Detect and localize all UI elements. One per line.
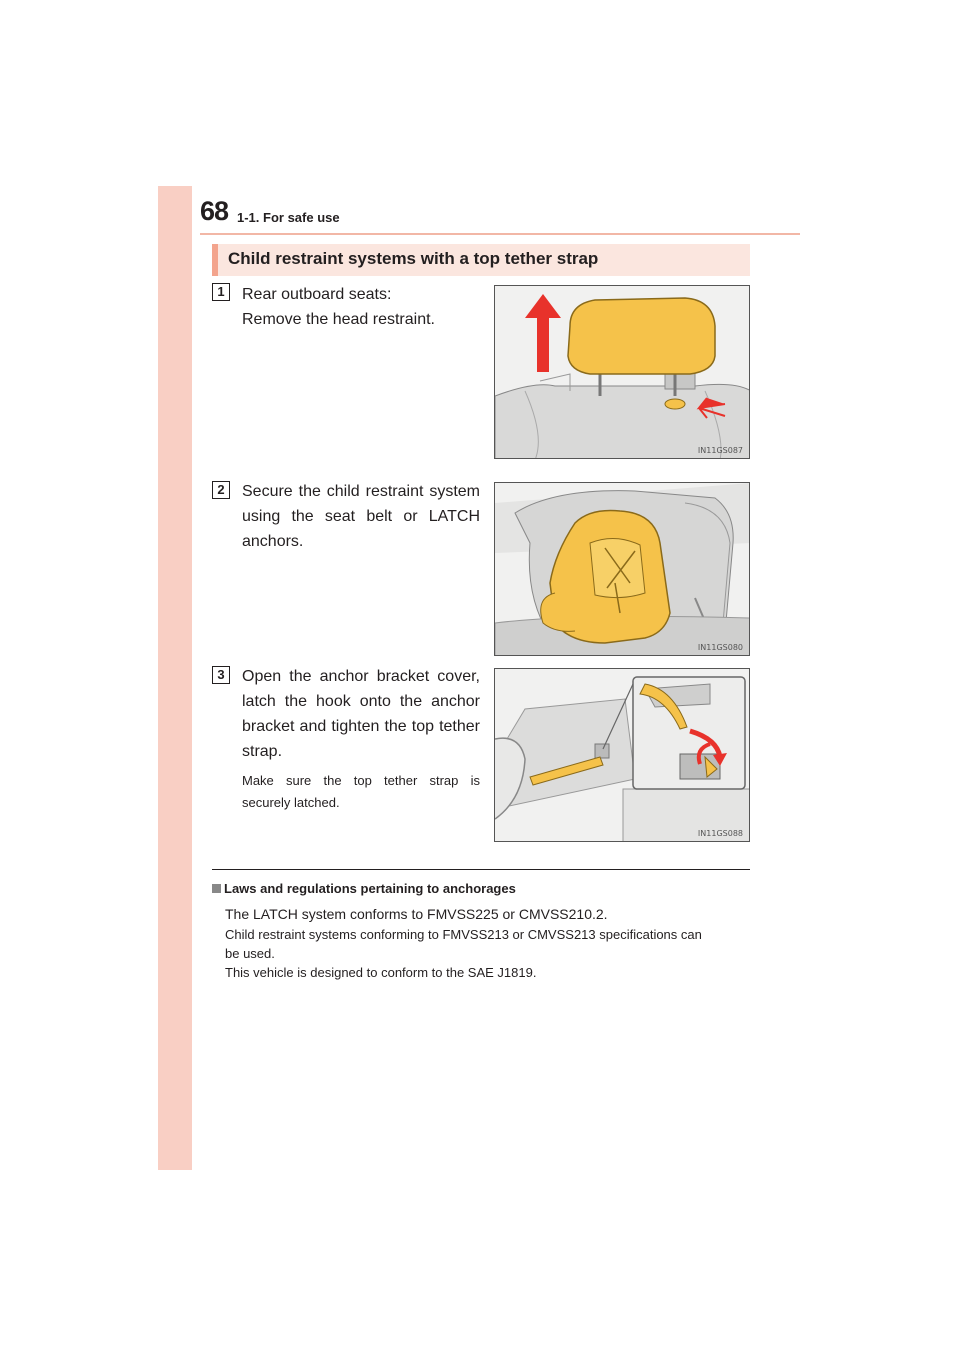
notes-heading-text: Laws and regulations pertaining to anchorages [224,881,516,896]
side-band [158,186,192,1170]
section-title: Child restraint systems with a top tether strap [228,249,599,268]
anchor-bracket-illustration [495,669,750,842]
page-number: 68 [200,196,229,226]
step-3-line: latch the hook onto the anchor [242,693,480,710]
figure-code: IN11GS080 [697,643,743,652]
step-3-line: strap. [242,743,283,760]
step-2-line: using the seat belt or LATCH [242,508,480,525]
step-2-text [242,479,480,554]
head-restraint-illustration [495,286,750,459]
step-3-badge: 3 [212,666,230,684]
step-3-note-line: Make sure the top tether strap is [242,773,480,788]
square-bullet-icon [212,884,221,893]
step-1-line: Remove the head restraint. [242,311,435,328]
step-2-badge: 2 [212,481,230,499]
figure-anchor-bracket [494,668,750,842]
step-1-line: Rear outboard seats: [242,286,392,303]
step-3-note-line: securely latched. [242,795,340,810]
section-title-bar [212,244,750,276]
child-seat-illustration [495,483,750,656]
figure-head-restraint [494,285,750,459]
step-3-text [242,664,480,764]
section-label: 1-1. For safe use [237,210,340,225]
step-3-line: Open the anchor bracket cover, [242,668,480,685]
header-rule [200,233,800,235]
figure-code: IN11GS087 [697,446,743,455]
step-2-line: anchors. [242,533,304,550]
figure-code: IN11GS088 [697,829,743,838]
step-1-text [242,282,480,332]
step-2-line: Secure the child restraint system [242,483,480,500]
step-3-line: bracket and tighten the top tether [242,718,480,735]
note-line: be used. [225,946,275,961]
note-line: Child restraint systems conforming to FMVSS213 or CMVSS213 specifications can [225,927,702,942]
note-line: This vehicle is designed to conform to the SAE J1819. [225,965,537,980]
step-3-note [242,770,480,814]
note-line: The LATCH system conforms to FMVSS225 or CMVSS210.2. [225,906,608,922]
notes-rule [212,869,750,870]
figure-child-seat [494,482,750,656]
notes-heading [212,881,516,896]
step-1-badge: 1 [212,283,230,301]
